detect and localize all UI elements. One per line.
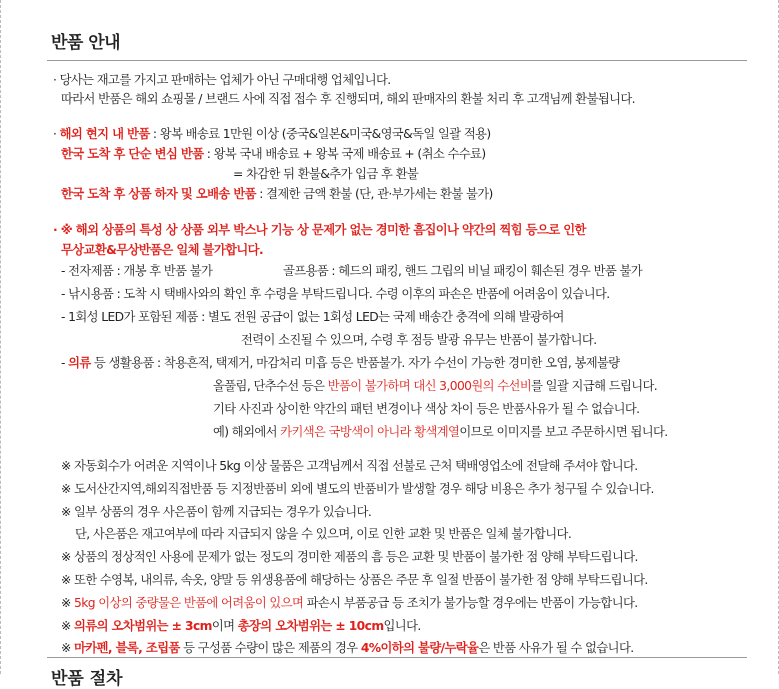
note-gift-2: 단, 사은품은 재고여부에 따라 지급되지 않을 수 있으며, 이로 인한 교환 및 반품은 일체 불가합니다. — [75, 527, 572, 541]
note-auto-pickup: ※ 자동회수가 어려운 지역이나 5kg 이상 물품은 고객님께서 직접 선불로 근처 택배영업소에 전달해 주셔야 합니다. — [61, 459, 638, 473]
clothing-rule-2 — [213, 378, 657, 394]
section-title: 반품 안내 — [51, 33, 121, 53]
fee-change-text: : 왕복 국내 배송료 + 왕복 국제 배송료 + (취소 수수료) — [203, 147, 486, 161]
clothing-repair-tail: 를 일괄 지급해 드립니다. — [531, 379, 658, 393]
note-heavy-items — [61, 595, 638, 611]
title-divider — [47, 60, 747, 61]
note-gift: ※ 일부 상품의 경우 사은품이 함께 지급되는 경우가 있습니다. — [61, 505, 372, 519]
assembly-end: 은 반품 사유가 될 수 없습니다. — [478, 641, 634, 655]
clothing-label: 의류 — [68, 356, 91, 370]
fishing-rule: - 낚시용품 : 도착 시 택배사와의 확인 후 수령을 부탁드립니다. 수령 이후의 파손은 반품에 어려움이 있습니다. — [61, 287, 610, 301]
note-mark: ※ — [61, 619, 75, 633]
khaki-highlight: 카키색은 국방색이 아니라 황색계열 — [280, 425, 460, 439]
defect-warning-1: · ※ 해외 상품의 특성 상 상품 외부 박스나 기능 상 문제가 없는 경미한 흠집이나 약간의 찍힘 등으로 인한 — [53, 223, 586, 237]
intro-line-2: 따라서 반품은 해외 쇼핑몰 / 브랜드 사에 직접 접수 후 진행되며, 해외 판매자의 환불 처리 후 고객님께 환불됩니다. — [61, 92, 635, 106]
next-section-title: 반품 절차 — [51, 669, 123, 689]
fee-defect-text: : 결제한 금액 환불 (단, 관·부가세는 환불 불가) — [255, 187, 493, 201]
section-divider — [47, 657, 747, 658]
tolerance-length: 총장의 오차범위는 ± 10cm — [237, 619, 384, 633]
led-rule-2: 전력이 소진될 수 있으며, 수령 후 점등 발광 유무는 반품이 불가합니다. — [241, 333, 597, 347]
assembly-items: 마카펜, 블록, 조립품 — [74, 641, 180, 655]
defect-warning-2: 무상교환&무상반품은 일체 불가합니다. — [61, 243, 264, 257]
clothing-rule-3: 기타 사진과 상이한 약간의 패턴 변경이나 색상 차이 등은 반품사유가 될 수 없습니다. — [213, 402, 640, 416]
clothing-repair-text: 올풀림, 단추수선 등은 — [213, 379, 328, 393]
note-tolerance — [61, 618, 421, 634]
fee-deduction-note: = 차감한 뒤 환불&추가 입금 후 환불 — [233, 167, 419, 181]
intro-line-1: · 당사는 재고를 가지고 판매하는 업체가 아닌 구매대행 업체입니다. — [53, 73, 391, 87]
fee-overseas-text: : 왕복 배송료 1만원 이상 (중국&일본&미국&영국&독일 일괄 적용) — [149, 127, 491, 141]
bullet: · — [53, 127, 60, 141]
note-hygiene: ※ 또한 수영복, 내의류, 속옷, 양말 등 위생용품에 해당하는 상품은 주문 후 일절 반품이 불가한 점 양해 부탁드립니다. — [61, 573, 648, 587]
tolerance-clothing: 의류의 오차범위는 ± 3cm — [74, 619, 212, 633]
golf-rule: 골프용품 : 헤드의 패킹, 핸드 그립의 비닐 패킹이 훼손된 경우 반품 불가 — [283, 264, 643, 278]
fee-overseas-return — [53, 126, 491, 142]
note-assembly — [61, 640, 634, 656]
fee-overseas-label: 해외 현지 내 반품 — [59, 127, 150, 141]
clothing-rule-4 — [213, 424, 668, 440]
fee-defect-label: 한국 도착 후 상품 하자 및 오배송 반품 — [61, 187, 256, 201]
fee-change-of-mind — [61, 146, 486, 162]
note-extra-fee: ※ 도서산간지역,해외직접반품 등 지정반품비 외에 별도의 반품비가 발생할 경우 해당 비용은 추가 청구될 수 있습니다. — [61, 482, 654, 496]
fee-defect-return — [61, 186, 493, 202]
clothing-rule-1 — [61, 355, 620, 371]
note-mark: ※ — [61, 596, 75, 610]
assembly-rate: 4%이하의 불량/누락율 — [360, 641, 479, 655]
khaki-tail: 이므로 이미지를 보고 주문하시면 됩니다. — [459, 425, 668, 439]
tolerance-mid: 이며 — [211, 619, 238, 633]
assembly-mid: 등 구성품 수량이 많은 제품의 경우 — [179, 641, 361, 655]
dash: - — [61, 356, 69, 370]
fee-change-label: 한국 도착 후 단순 변심 반품 — [61, 147, 204, 161]
led-rule-1: - 1회성 LED가 포함된 제품 : 별도 전원 공급이 없는 1회성 LED는 국제 배송간 충격에 의해 발광하여 — [61, 310, 564, 324]
note-mark: ※ — [61, 641, 75, 655]
tolerance-end: 입니다. — [383, 619, 421, 633]
electronics-rule: - 전자제품 : 개봉 후 반품 불가 — [61, 264, 213, 278]
heavy-highlight: 5kg 이상의 중량물은 반품에 어려움이 있으며 — [74, 596, 304, 610]
note-minor-flaw: ※ 상품의 정상적인 사용에 문제가 없는 정도의 경미한 제품의 흠 등은 교환 및 반품이 불가한 점 양해 부탁드립니다. — [61, 550, 638, 564]
clothing-repair-highlight: 반품이 불가하며 대신 3,000원의 수선비 — [327, 379, 532, 393]
khaki-prefix: 예) 해외에서 — [213, 425, 281, 439]
clothing-text: 등 생활용품 : 착용흔적, 택제거, 마감처리 미흡 등은 반품불가. 자가 수선이 가능한 경미한 오염, 봉제불량 — [90, 356, 620, 370]
heavy-tail: 파손시 부품공급 등 조치가 불가능할 경우에는 반품이 가능합니다. — [303, 596, 638, 610]
